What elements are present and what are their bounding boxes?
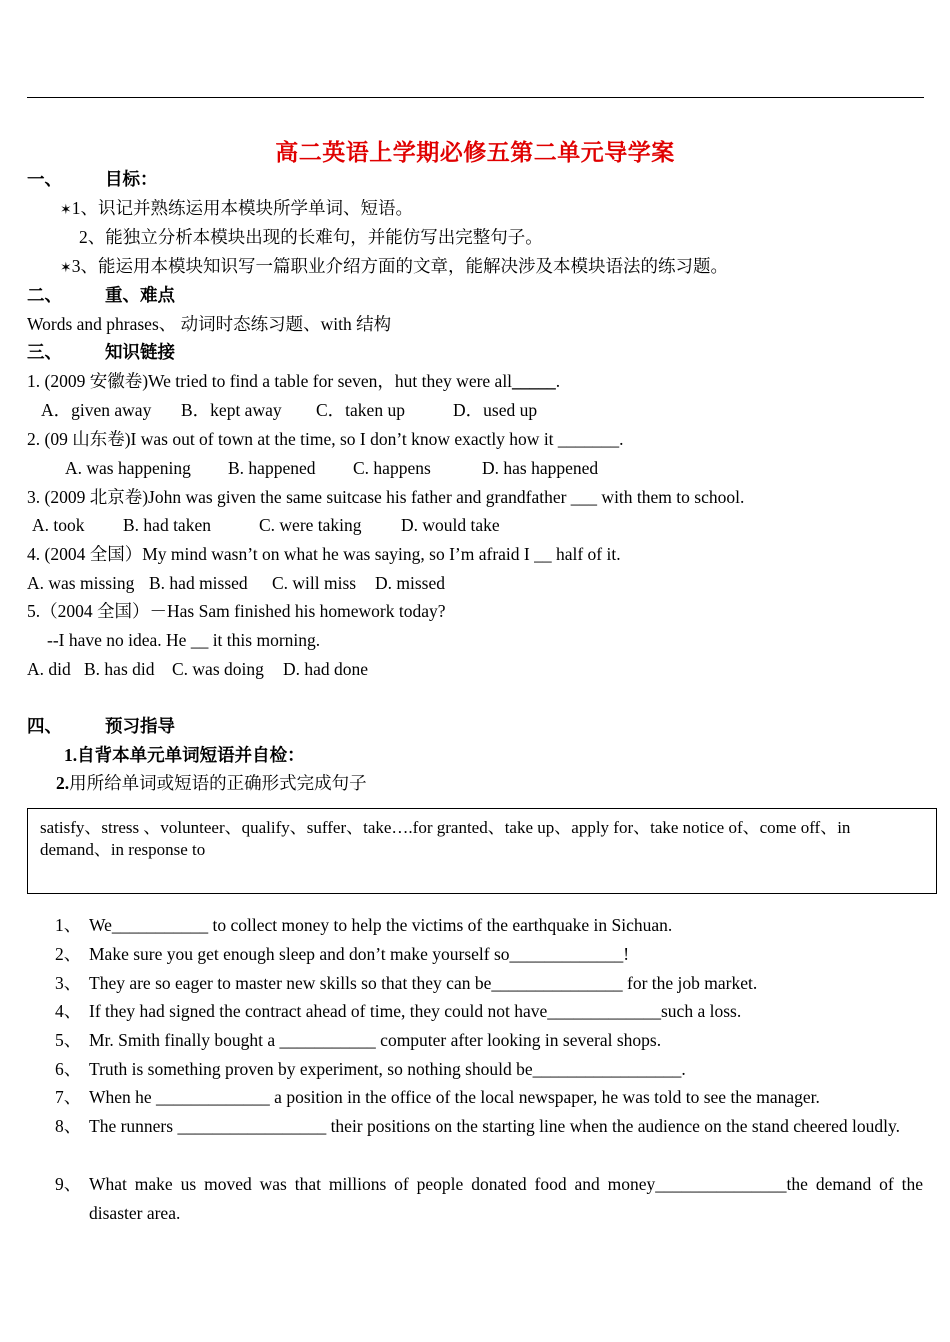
section4-header: [27, 715, 175, 737]
section3-number: 三、: [27, 342, 62, 362]
option-a: A. took: [32, 515, 85, 535]
exercise-item: [55, 1112, 923, 1141]
section2-number: 二、: [27, 285, 62, 305]
option-c: C. happens: [353, 458, 431, 478]
section2-header: [27, 284, 175, 306]
exercise-item: [55, 911, 923, 940]
goal-item-3: [60, 255, 728, 280]
question-2-stem: 2. (09 山东卷)I was out of town at the time, so I don’t know exactly how it _______.: [27, 429, 624, 449]
section1-header: [27, 168, 158, 190]
option-d: D. has happened: [482, 458, 599, 478]
question-5-stem2: --I have no idea. He __ it this morning.: [47, 630, 321, 650]
exercise-text: They are so eager to master new skills so that they can be_______________ for the job market.: [89, 973, 758, 993]
exercise-item: [55, 940, 923, 969]
option-d: D. had done: [283, 659, 369, 679]
option-c: C. was doing: [172, 659, 264, 679]
sub1-number: 1.: [64, 745, 78, 765]
section3-heading: 知识链接: [105, 342, 175, 362]
option-b: B. has did: [84, 659, 155, 679]
option-a: A．given away: [41, 400, 152, 420]
exercise-item: [55, 1055, 923, 1084]
exercise-text: Make sure you get enough sleep and don’t make yourself so_____________!: [89, 944, 630, 964]
question-text: 1. (2009 安徽卷)We tried to find a table for seven，hut they were all: [27, 371, 513, 391]
exercise-text: The runners _________________ their positions on the starting line when the audience on the stand cheered loudly.: [89, 1116, 900, 1136]
sub2-text: 用所给单词或短语的正确形式完成句子: [69, 773, 367, 793]
question-1-options: [41, 399, 537, 421]
option-d: D．used up: [453, 400, 538, 420]
answer-blank: _____: [512, 371, 556, 391]
exercise-number: 8、: [55, 1116, 82, 1136]
goal-item-1: [60, 197, 413, 222]
exercise-text: When he _____________ a position in the office of the local newspaper, he was told to see the manager.: [89, 1087, 820, 1107]
goal-text: 1、识记并熟练运用本模块所学单词、短语。: [71, 198, 413, 218]
option-b: B. happened: [228, 458, 316, 478]
exercise-text: What make us moved was that millions of people donated food and money_______________the demand of the disaster area.: [89, 1174, 923, 1223]
question-5-stem: 5.（2004 全国）－Has Sam finished his homework today?: [27, 601, 446, 621]
sub1-text: 自背本单元单词短语并自检：: [77, 745, 305, 765]
exercise-text: We___________ to collect money to help the victims of the earthquake in Sichuan.: [89, 915, 673, 935]
section4-sub1: [64, 744, 305, 766]
section4-sub2: [56, 772, 367, 794]
exercise-item: [55, 969, 923, 998]
question-2-options: [65, 457, 598, 479]
exercise-number: 2、: [55, 944, 82, 964]
exercise-item: [55, 1026, 923, 1055]
option-d: D. would take: [401, 515, 500, 535]
option-c: C. were taking: [259, 515, 362, 535]
question-3-stem: 3. (2009 北京卷)John was given the same suitcase his father and grandfather ___ with them to school.: [27, 487, 745, 507]
section4-number: 四、: [27, 716, 62, 736]
goal-text: 2、能独立分析本模块出现的长难句，并能仿写出完整句子。: [79, 227, 543, 247]
option-b: B. had missed: [149, 573, 248, 593]
exercise-number: 6、: [55, 1059, 82, 1079]
exercise-number: 3、: [55, 973, 82, 993]
question-5-options: [27, 658, 368, 680]
section3-header: [27, 341, 175, 363]
page-title: 高二英语上学期必修五第二单元导学案: [275, 140, 675, 165]
option-a: A. was missing: [27, 573, 135, 593]
question-4-options: [27, 572, 445, 594]
question-end: .: [555, 371, 561, 391]
exercise-text: If they had signed the contract ahead of time, they could not have_____________such a loss.: [89, 1001, 742, 1021]
exercise-number: 5、: [55, 1030, 82, 1050]
word-box: [27, 808, 937, 894]
option-a: A. was happening: [65, 458, 191, 478]
star-icon: ✶: [60, 261, 72, 276]
option-c: C. will miss: [272, 573, 357, 593]
question-4-stem: 4. (2004 全国）My mind wasn’t on what he was saying, so I’m afraid I __ half of it.: [27, 544, 621, 564]
exercise-number: 4、: [55, 1001, 82, 1021]
section1-number: 一、: [27, 169, 62, 189]
option-c: C．taken up: [316, 400, 405, 420]
option-b: B．kept away: [181, 400, 282, 420]
exercise-text: Truth is something proven by experiment, so nothing should be_________________.: [89, 1059, 686, 1079]
star-icon: ✶: [60, 203, 72, 218]
exercise-item: [55, 1170, 923, 1228]
section1-heading: 目标：: [105, 169, 158, 189]
section2-heading: 重、难点: [105, 285, 175, 305]
section2-content: Words and phrases、 动词时态练习题、with 结构: [27, 314, 392, 334]
sub2-number: 2.: [56, 773, 70, 793]
option-b: B. had taken: [123, 515, 211, 535]
option-d: D. missed: [375, 573, 445, 593]
header-rule: [27, 97, 924, 98]
exercise-number: 9、: [55, 1174, 82, 1194]
option-a: A. did: [27, 659, 71, 679]
exercise-text: Mr. Smith finally bought a ___________ computer after looking in several shops.: [89, 1030, 662, 1050]
goal-item-2: [79, 226, 543, 248]
word-list: satisfy、stress 、volunteer、qualify、suffer、take….for granted、take up、apply for、take notice of、come off、in demand、in response to: [40, 818, 851, 859]
exercise-number: 1、: [55, 915, 82, 935]
question-1-stem: [27, 370, 560, 392]
exercise-item: [55, 997, 923, 1026]
exercise-number: 7、: [55, 1087, 82, 1107]
section4-heading: 预习指导: [105, 716, 175, 736]
exercise-item: [55, 1083, 923, 1112]
goal-text: 3、能运用本模块知识写一篇职业介绍方面的文章，能解决涉及本模块语法的练习题。: [71, 256, 728, 276]
question-3-options: [32, 514, 500, 536]
